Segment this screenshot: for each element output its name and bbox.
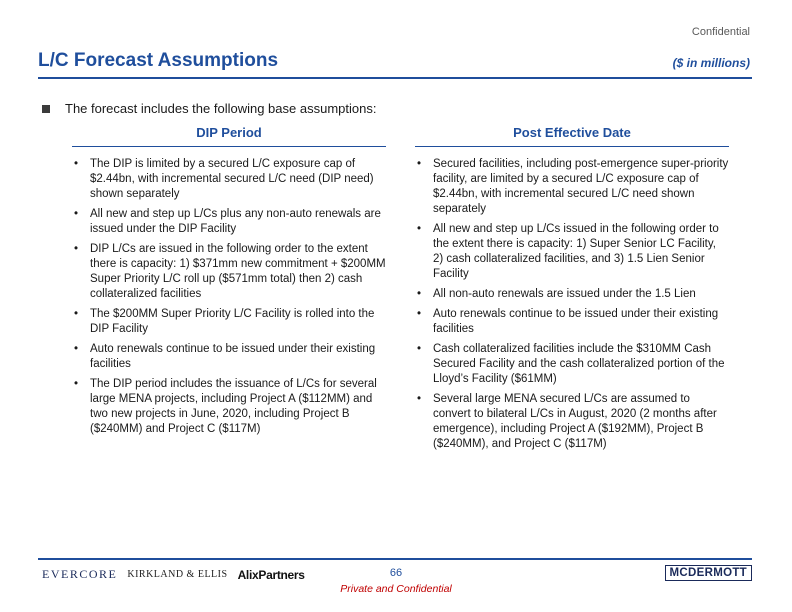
list-item: • Cash collateralized facilities include the $310MM Cash Secured Facility and the cash collateralized portion of the Lloyd’s Facility ($61MM) <box>417 343 725 385</box>
list-item: • All non-auto renewals are issued under the 1.5 Lien <box>417 288 696 300</box>
mcdermott-logo: MCDERMOTT <box>665 565 752 581</box>
bullet-icon: • <box>417 223 422 235</box>
list-item: • Auto renewals continue to be issued under their existing facilities <box>417 308 719 335</box>
list-item: • The DIP period includes the issuance of L/Cs for several large MENA projects, including Project A ($112MM) and two new projects in June, 2020, including Project B ($240MM) and Project C ($117M) <box>74 378 377 435</box>
post-effective-heading: Post Effective Date <box>415 125 729 147</box>
list-item: • Several large MENA secured L/Cs are assumed to convert to bilateral L/Cs in August, 2020 (2 months after emergence), including Project A ($192MM), Project B ($240MM), and Project C ($117M) <box>417 393 717 450</box>
list-item: • The $200MM Super Priority L/C Facility is rolled into the DIP Facility <box>74 308 375 335</box>
square-bullet-icon <box>42 105 50 113</box>
page-title: L/C Forecast Assumptions <box>38 50 279 71</box>
bullet-icon: • <box>417 288 422 300</box>
list-item: • All new and step up L/Cs plus any non-auto renewals are issued under the DIP Facility <box>74 208 381 235</box>
post-effective-list <box>415 157 729 452</box>
kirkland-ellis-logo: KIRKLAND & ELLIS <box>127 569 228 580</box>
bullet-icon: • <box>74 208 79 220</box>
dip-period-column <box>72 125 386 442</box>
footer-confidential-label: Private and Confidential <box>340 583 452 595</box>
bullet-icon: • <box>417 158 422 170</box>
alixpartners-logo: AlixPartners <box>237 567 305 582</box>
bullet-icon: • <box>74 243 79 255</box>
evercore-logo: EVERCORE <box>42 567 118 581</box>
list-item: • DIP L/Cs are issued in the following order to the extent there is capacity: 1) $371mm new commitment + $200MM Super Priority L/C roll up ($571mm total) then 2) cash collateralized facilities <box>74 243 386 300</box>
dip-period-heading: DIP Period <box>72 125 386 147</box>
list-item: • The DIP is limited by a secured L/C exposure cap of $2.44bn, with incremental secured L/C need (DIP need) shown separately <box>74 158 374 200</box>
bullet-icon: • <box>74 308 79 320</box>
confidential-label: Confidential <box>691 26 750 38</box>
intro-text: The forecast includes the following base assumptions: <box>65 101 377 116</box>
title-divider <box>38 77 752 79</box>
bullet-icon: • <box>417 393 422 405</box>
post-effective-column <box>415 125 729 457</box>
footer-divider <box>38 558 752 560</box>
units-note: ($ in millions) <box>672 56 750 70</box>
page-number: 66 <box>389 567 403 579</box>
dip-period-list <box>72 157 386 437</box>
list-item: • All new and step up L/Cs issued in the following order to the extent there is capacity: 1) Super Senior LC Facility, 2) cash collateralized facilities, and 3) 1.5 Lien Senior Facility <box>417 223 719 280</box>
list-item: • Secured facilities, including post-emergence super-priority facility, are limited by a secured L/C exposure cap of $2.44bn, with incremental secured L/C need shown separately <box>417 158 729 215</box>
bullet-icon: • <box>74 158 79 170</box>
bullet-icon: • <box>74 378 79 390</box>
list-item: • Auto renewals continue to be issued under their existing facilities <box>74 343 376 370</box>
bullet-icon: • <box>417 343 422 355</box>
intro-line <box>42 101 376 116</box>
bullet-icon: • <box>417 308 422 320</box>
bullet-icon: • <box>74 343 79 355</box>
